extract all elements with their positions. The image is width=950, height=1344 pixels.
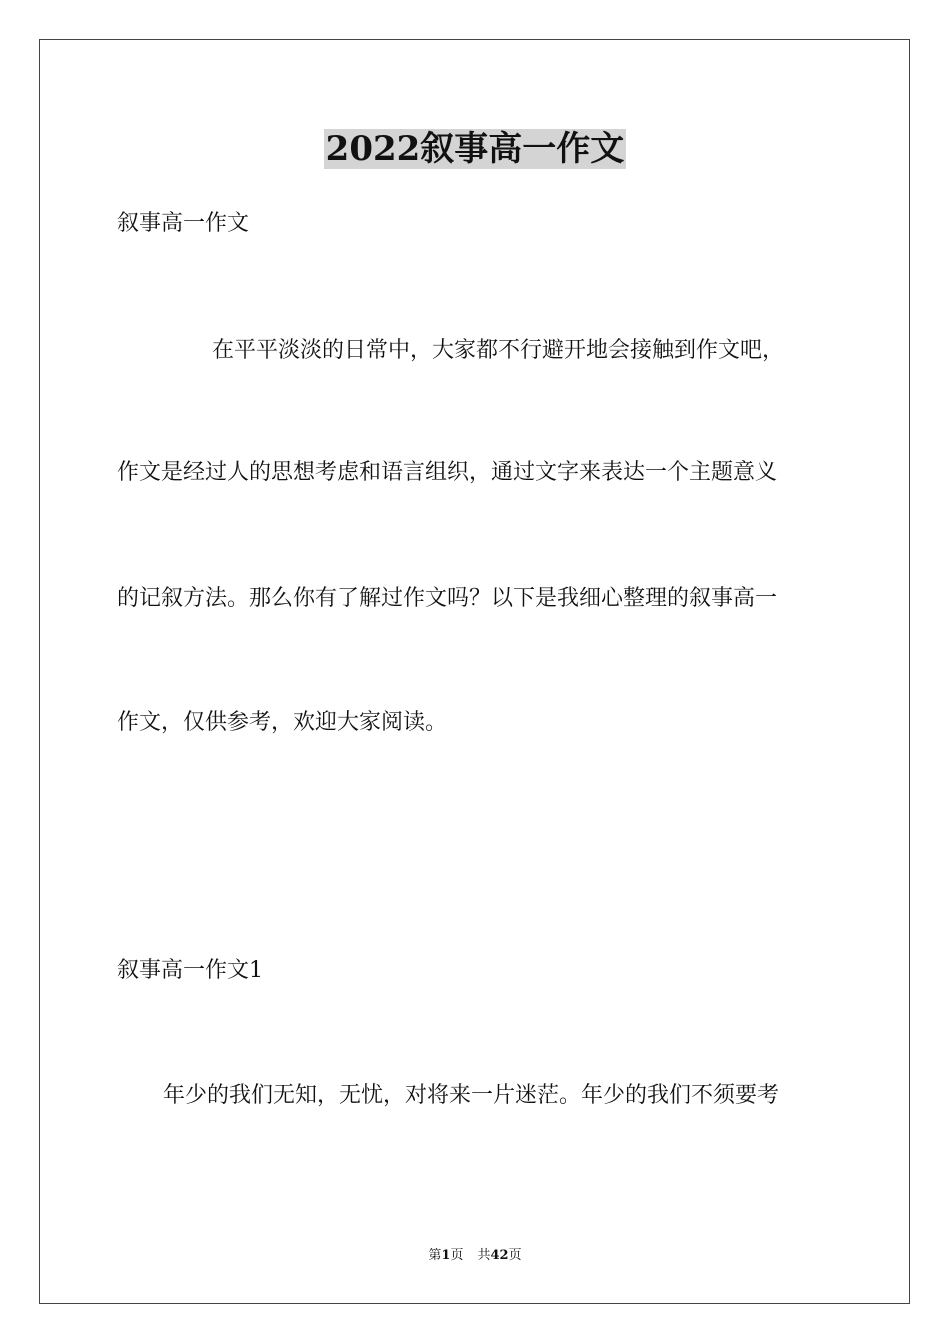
footer-current-page: 1 <box>441 1248 451 1263</box>
document-title <box>0 128 950 170</box>
section-heading: 叙事高一作文1 <box>117 958 263 983</box>
footer-total-pages: 42 <box>490 1248 509 1263</box>
intro-line-1: 在平平淡淡的日常中，大家都不行避开地会接触到作文吧， <box>212 338 785 363</box>
footer-total-prefix: 共 <box>477 1248 491 1263</box>
page-footer <box>0 1247 950 1265</box>
footer-page-suffix: 页 <box>450 1248 464 1263</box>
intro-line-4: 作文，仅供参考，欢迎大家阅读。 <box>117 710 448 735</box>
document-title-text: 2022叙事高一作文 <box>325 129 625 169</box>
footer-total-suffix: 页 <box>508 1248 522 1263</box>
document-subtitle: 叙事高一作文 <box>117 211 250 236</box>
intro-line-2: 作文是经过人的思想考虑和语言组织，通过文字来表达一个主题意义 <box>117 460 778 485</box>
section-line-1: 年少的我们无知，无忧，对将来一片迷茫。年少的我们不须要考 <box>163 1083 780 1108</box>
intro-line-3: 的记叙方法。那么你有了解过作文吗？以下是我细心整理的叙事高一 <box>117 586 778 611</box>
footer-page-prefix: 第 <box>428 1248 442 1263</box>
